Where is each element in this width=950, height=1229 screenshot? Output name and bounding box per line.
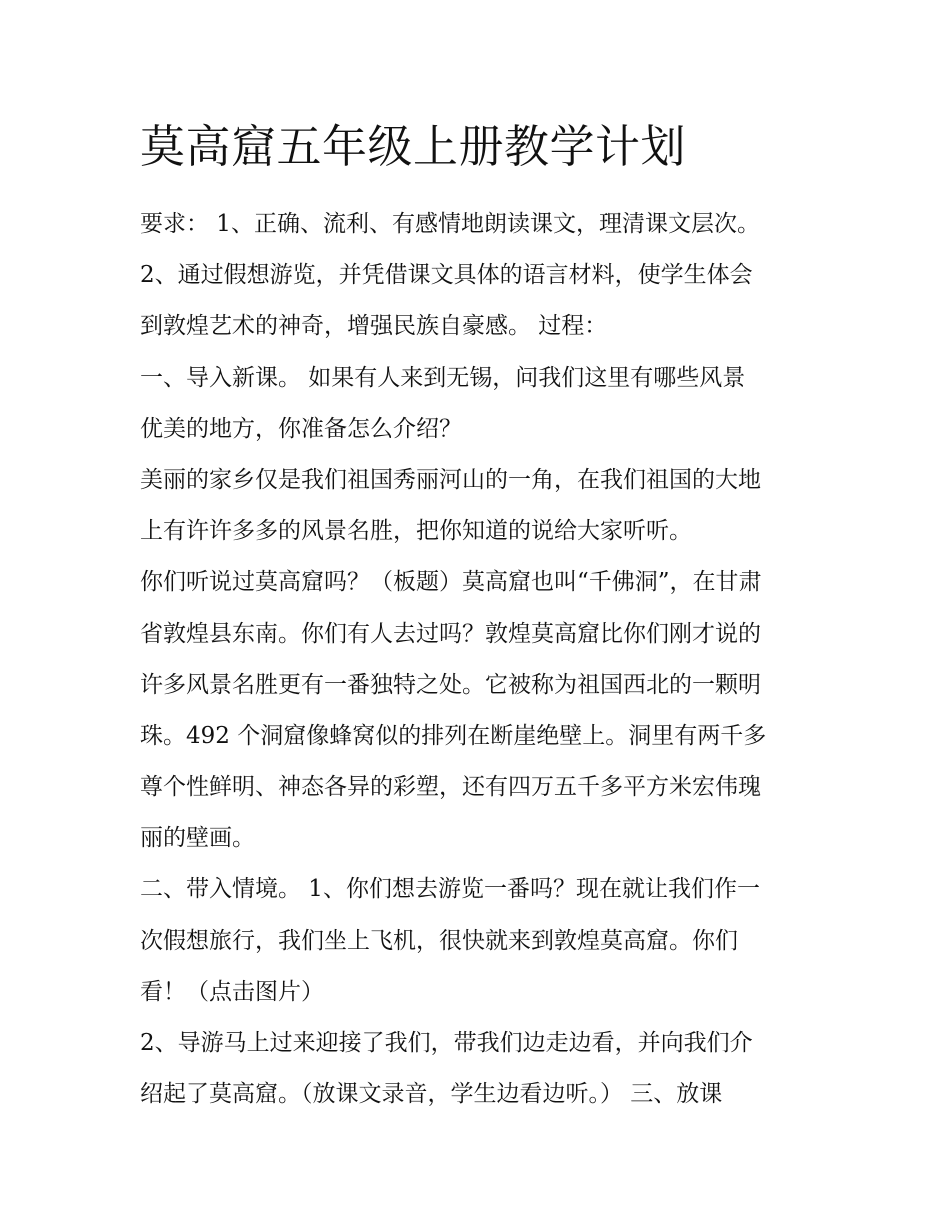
- paragraph-line: 2、导游马上过来迎接了我们，带我们边走边看，并向我们介: [140, 1030, 753, 1056]
- paragraph-line: 优美的地方，你准备怎么介绍？: [140, 415, 462, 442]
- paragraph-line: 二、带入情境。 1、你们想去游览一番吗？现在就让我们作一: [140, 876, 760, 903]
- paragraph-line: 要求： 1、正确、流利、有感情地朗读课文，理清课文层次。: [140, 211, 760, 237]
- paragraph-line: 上有许许多多的风景名胜，把你知道的说给大家听听。: [140, 518, 692, 545]
- paragraph-line: 省敦煌县东南。你们有人去过吗？敦煌莫高窟比你们刚才说的: [140, 620, 761, 647]
- paragraph-line: 珠。492 个洞窟像蜂窝似的排列在断崖绝壁上。洞里有两千多: [140, 722, 767, 749]
- paragraph-line: 丽的壁画。: [140, 825, 255, 852]
- document-title: 莫高窟五年级上册教学计划: [140, 120, 687, 173]
- paragraph-line: 尊个性鲜明、神态各异的彩塑，还有四万五千多平方米宏伟瑰: [140, 774, 761, 801]
- document-body: [140, 199, 820, 1120]
- paragraph-line: 许多风景名胜更有一番独特之处。它被称为祖国西北的一颗明: [140, 671, 761, 698]
- paragraph-line: 美丽的家乡仅是我们祖国秀丽河山的一角，在我们祖国的大地: [140, 466, 761, 493]
- paragraph-line: 绍起了莫高窟。（放课文录音，学生边看边听。） 三、放课: [140, 1081, 723, 1108]
- paragraph-line: 次假想旅行，我们坐上飞机，很快就来到敦煌莫高窟。你们: [140, 927, 738, 954]
- paragraph-line: 2、通过假想游览，并凭借课文具体的语言材料，使学生体会: [140, 262, 753, 289]
- paragraph-line: 到敦煌艺术的神奇，增强民族自豪感。 过程：: [140, 313, 608, 340]
- paragraph-line: 看！（点击图片）: [140, 978, 324, 1005]
- paragraph-line: 一、导入新课。 如果有人来到无锡，问我们这里有哪些风景: [140, 364, 746, 391]
- paragraph-line: 你们听说过莫高窟吗？（板题）莫高窟也叫“千佛洞”，在甘肃: [140, 569, 762, 596]
